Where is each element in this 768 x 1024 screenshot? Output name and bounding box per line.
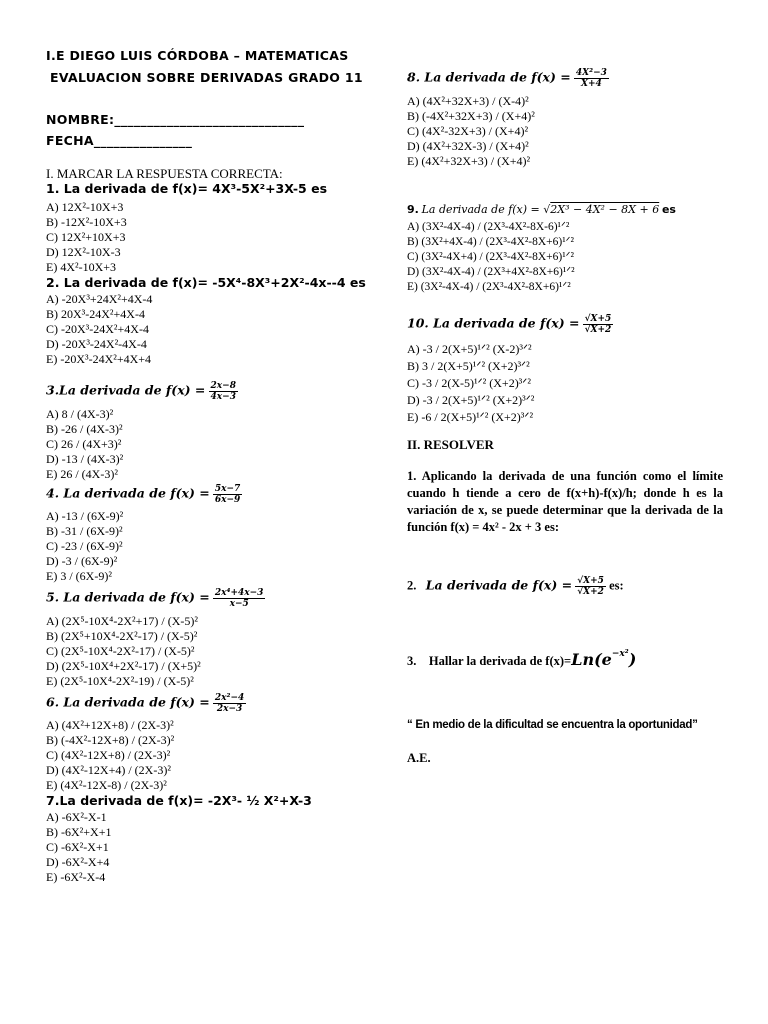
q10-option-c: C) -3 / 2(X-5)¹ᐟ² (X+2)³ᐟ² — [407, 376, 531, 390]
q9-option-b: B) (3X²+4X-4) / (2X³-4X²-8X+6)¹ᐟ² — [407, 236, 574, 248]
q9-option-d: D) (3X²-4X-4) / (2X³+4X²-8X+6)¹ᐟ² — [407, 266, 575, 278]
q6-prefix: 6. La derivada de f(x) = — [46, 694, 210, 710]
q3-fraction: $\frac{2x-8}{4x-3}$ — [210, 381, 236, 402]
q2-option-a: A) -20X³+24X²+4X-4 — [46, 292, 153, 306]
question-6 — [46, 693, 246, 714]
item3-close: ) — [628, 650, 637, 669]
item3-text: Hallar la derivada de f(x)= — [428, 654, 572, 668]
item3-number: 3. — [407, 654, 417, 668]
q7-option-d: D) -6X²-X+4 — [46, 855, 110, 869]
item2-suffix: es: — [609, 578, 624, 593]
q1-option-d: D) 12X²-10X-3 — [46, 245, 121, 259]
signature: A.E. — [407, 751, 431, 765]
q8-option-a: A) (4X²+32X+3) / (X-4)² — [407, 94, 529, 108]
question-1: 1. La derivada de f(x)= 4X³-5X²+3X-5 es — [46, 181, 328, 196]
name-field: NOMBRE:_____________________________ — [46, 112, 305, 127]
q8-option-b: B) (-4X²+32X+3) / (X+4)² — [407, 109, 535, 123]
q8-fraction: $\frac{\text{4X²−3}}{X+4}$ — [575, 68, 607, 89]
question-4 — [46, 484, 242, 505]
q1-option-c: C) 12X²+10X+3 — [46, 230, 126, 244]
q2-option-d: D) -20X³-24X²-4X-4 — [46, 337, 147, 351]
section1-title: I. MARCAR LA RESPUESTA CORRECTA: — [46, 166, 283, 181]
q5-option-a: A) (2X⁵-10X⁴-2X²+17) / (X-5)² — [46, 614, 198, 628]
q10-fraction: $\frac{√X+5}{√X+2}$ — [584, 314, 612, 335]
school-title: I.E DIEGO LUIS CÓRDOBA – MATEMATICAS — [46, 48, 349, 63]
q3-prefix: 3.La derivada de f(x) = — [46, 382, 206, 398]
q7-option-e: E) -6X²-X-4 — [46, 870, 106, 884]
question-2: 2. La derivada de f(x)= -5X⁴-8X³+2X²-4x--4 es — [46, 275, 366, 290]
question-8 — [407, 68, 609, 89]
q4-option-a: A) -13 / (6X-9)² — [46, 509, 124, 523]
q9-number: 9. — [407, 203, 419, 216]
item3-exponent: −x² — [611, 649, 629, 659]
q4-fraction: $\frac{5x-7}{6x-9}$ — [214, 484, 241, 505]
resolver-item-3 — [407, 649, 637, 669]
q6-option-b: B) (-4X²-12X+8) / (2X-3)² — [46, 733, 175, 747]
q5-option-c: C) (2X⁵-10X⁴-2X²-17) / (X-5)² — [46, 644, 195, 658]
q4-option-d: D) -3 / (6X-9)² — [46, 554, 118, 568]
q1-option-e: E) 4X²-10X+3 — [46, 260, 117, 274]
q1-option-b: B) -12X²-10X+3 — [46, 215, 127, 229]
exam-title: EVALUACION SOBRE DERIVADAS GRADO 11 — [50, 70, 363, 85]
q6-option-e: E) (4X²-12X-8) / (2X-3)² — [46, 778, 167, 792]
q10-option-e: E) -6 / 2(X+5)¹ᐟ² (X+2)³ᐟ² — [407, 410, 534, 424]
q6-option-a: A) (4X²+12X+8) / (2X-3)² — [46, 718, 174, 732]
q9-radicand: 2X³ − 4X² − 8X + 6 — [550, 203, 660, 216]
q8-option-e: E) (4X²+32X+3) / (X+4)² — [407, 154, 531, 168]
item2-fraction: $\frac{√X+5}{√X+2}$ — [577, 576, 604, 597]
q5-prefix: 5. La derivada de f(x) = — [46, 589, 210, 605]
motivational-quote: “ En medio de la dificultad se encuentra la oportunidad” — [407, 719, 698, 731]
q5-option-b: B) (2X⁵+10X⁴-2X²-17) / (X-5)² — [46, 629, 198, 643]
question-3 — [46, 381, 238, 402]
q10-option-a: A) -3 / 2(X+5)¹ᐟ² (X-2)³ᐟ² — [407, 342, 532, 356]
q9-option-c: C) (3X²-4X+4) / (2X³-4X²-8X+6)¹ᐟ² — [407, 251, 574, 263]
q6-option-d: D) (4X²-12X+4) / (2X-3)² — [46, 763, 171, 777]
question-10 — [407, 314, 613, 335]
q10-option-d: D) -3 / 2(X+5)¹ᐟ² (X+2)³ᐟ² — [407, 393, 535, 407]
date-field: FECHA_______________ — [46, 133, 193, 148]
q9-prefix: La derivada de f(x) = √ — [421, 203, 551, 216]
q2-option-b: B) 20X³-24X²+4X-4 — [46, 307, 145, 321]
item3-expr: Ln(e — [571, 650, 612, 669]
resolver-item-1: 1. Aplicando la derivada de una función como el límite cuando h tiende a cero de f(x+h)-f(x)/h; donde h es la variación de x, se puede determinar que la derivada de la función f(x) = 4x² - 2x + 3 es: — [407, 469, 723, 534]
q9-option-e: E) (3X²-4X-4) / (2X³-4X²-8X+6)¹ᐟ² — [407, 281, 571, 293]
q1-option-a: A) 12X²-10X+3 — [46, 200, 124, 214]
q7-option-b: B) -6X²+X+1 — [46, 825, 112, 839]
q3-option-a: A) 8 / (4X-3)² — [46, 407, 114, 421]
q6-option-c: C) (4X²-12X+8) / (2X-3)² — [46, 748, 171, 762]
section2-title: II. RESOLVER — [407, 437, 494, 452]
q3-option-e: E) 26 / (4X-3)² — [46, 467, 118, 481]
q4-option-b: B) -31 / (6X-9)² — [46, 524, 123, 538]
question-9 — [407, 202, 676, 218]
q5-option-e: E) (2X⁵-10X⁴-2X²-19) / (X-5)² — [46, 674, 194, 688]
q6-fraction: $\frac{\text{2x²−4}}{2x-3}$ — [214, 693, 245, 714]
q2-option-e: E) -20X³-24X²+4X+4 — [46, 352, 152, 366]
q8-prefix: 8. La derivada de f(x) = — [407, 69, 571, 85]
q4-option-c: C) -23 / (6X-9)² — [46, 539, 123, 553]
q4-option-e: E) 3 / (6X-9)² — [46, 569, 112, 583]
q8-option-d: D) (4X²+32X-3) / (X+4)² — [407, 139, 529, 153]
q8-option-c: C) (4X²-32X+3) / (X+4)² — [407, 124, 529, 138]
q10-option-b: B) 3 / 2(X+5)¹ᐟ² (X+2)³ᐟ² — [407, 359, 530, 373]
q3-option-c: C) 26 / (4X+3)² — [46, 437, 122, 451]
resolver-item-2 — [407, 576, 624, 597]
q7-option-a: A) -6X²-X-1 — [46, 810, 107, 824]
q7-option-c: C) -6X²-X+1 — [46, 840, 109, 854]
q5-option-d: D) (2X⁵-10X⁴+2X²-17) / (X+5)² — [46, 659, 201, 673]
item2-prefix: La derivada de f(x) = — [425, 577, 573, 593]
question-7: 7.La derivada de f(x)= -2X³- ½ X²+X-3 — [46, 793, 312, 808]
q3-option-d: D) -13 / (4X-3)² — [46, 452, 124, 466]
question-5 — [46, 588, 265, 609]
q5-fraction: $\frac{\text{2x⁴+4x−3}}{x-5}$ — [214, 588, 264, 609]
q4-prefix: 4. La derivada de f(x) = — [46, 485, 210, 501]
q2-option-c: C) -20X³-24X²+4X-4 — [46, 322, 149, 336]
q10-prefix: 10. La derivada de f(x) = — [407, 315, 580, 331]
q3-option-b: B) -26 / (4X-3)² — [46, 422, 123, 436]
item2-number: 2. — [407, 578, 417, 593]
q9-option-a: A) (3X²-4X-4) / (2X³-4X²-8X-6)¹ᐟ² — [407, 221, 570, 233]
q9-suffix: es — [661, 203, 676, 216]
